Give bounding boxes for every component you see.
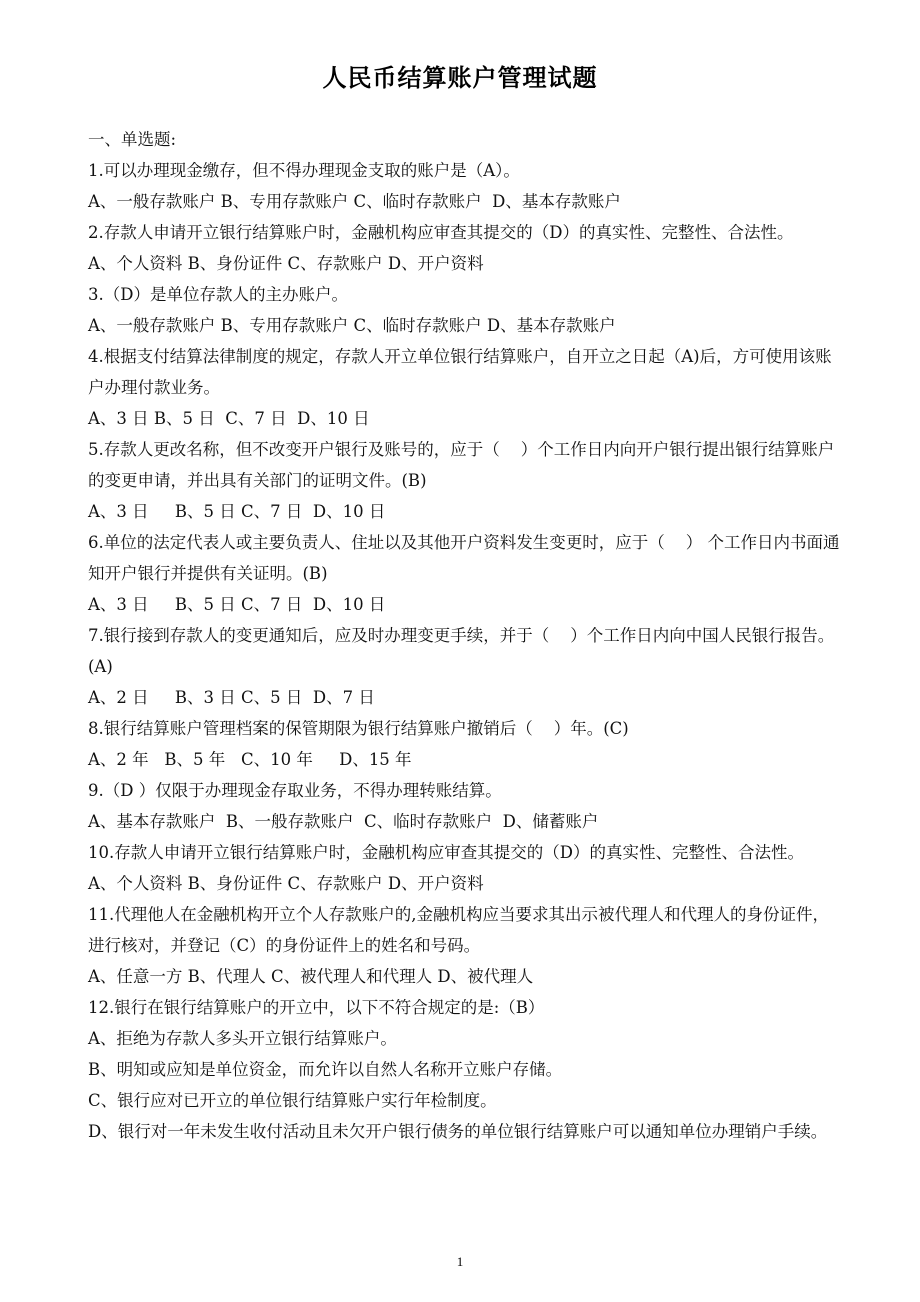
options-2: A、个人资料 B、身份证件 C、存款账户 D、开户资料	[88, 254, 484, 273]
document-title: 人民币结算账户管理试题	[322, 63, 598, 92]
options-9: A、基本存款账户 B、一般存款账户 C、临时存款账户 D、储蓄账户	[88, 812, 599, 831]
options-6: A、3 日 B、5 日 C、7 日 D、10 日	[88, 595, 386, 614]
option-12-c: C、银行应对已开立的单位银行结算账户实行年检制度。	[88, 1091, 497, 1110]
question-8: 8.银行结算账户管理档案的保管期限为银行结算账户撤销后（ ）年。(C)	[88, 719, 629, 738]
question-12: 12.银行在银行结算账户的开立中，以下不符合规定的是:（B）	[88, 998, 545, 1017]
option-12-d: D、银行对一年未发生收付活动且未欠开户银行债务的单位银行结算账户可以通知单位办理销户手续。	[88, 1122, 828, 1141]
options-5: A、3 日 B、5 日 C、7 日 D、10 日	[88, 502, 386, 521]
options-10: A、个人资料 B、身份证件 C、存款账户 D、开户资料	[88, 874, 484, 893]
question-9: 9.（D ）仅限于办理现金存取业务，不得办理转账结算。	[88, 781, 502, 800]
option-12-b: B、明知或应知是单位资金，而允许以自然人名称开立账户存储。	[88, 1060, 563, 1079]
question-7: 7.银行接到存款人的变更通知后，应及时办理变更手续，并于（ ）个工作日内向中国人民银行报告。(A)	[88, 626, 835, 676]
options-3: A、一般存款账户 B、专用存款账户 C、临时存款账户 D、基本存款账户	[88, 316, 616, 335]
question-10: 10.存款人申请开立银行结算账户时，金融机构应审查其提交的（D）的真实性、完整性、合法性。	[88, 843, 804, 862]
options-8: A、2 年 B、5 年 C、10 年 D、15 年	[88, 750, 412, 769]
options-11: A、任意一方 B、代理人 C、被代理人和代理人 D、被代理人	[88, 967, 534, 986]
question-3: 3.（D）是单位存款人的主办账户。	[88, 285, 348, 304]
question-body	[88, 124, 840, 1147]
question-5: 5.存款人更改名称，但不改变开户银行及账号的，应于（ ）个工作日内向开户银行提出银行结算账户的变更申请，并出具有关部门的证明文件。(B)	[88, 440, 835, 490]
question-2: 2.存款人申请开立银行结算账户时，金融机构应审查其提交的（D）的真实性、完整性、合法性。	[88, 223, 794, 242]
options-4: A、3 日 B、5 日 C、7 日 D、10 日	[88, 409, 370, 428]
question-4: 4.根据支付结算法律制度的规定，存款人开立单位银行结算账户，自开立之日起（A)后，方可使用该账户办理付款业务。	[88, 347, 832, 397]
question-1: 1.可以办理现金缴存，但不得办理现金支取的账户是（A）。	[88, 161, 520, 180]
question-6: 6.单位的法定代表人或主要负责人、住址以及其他开户资料发生变更时，应于（ ） 个工作日内书面通知开户银行并提供有关证明。(B)	[88, 533, 840, 583]
options-1: A、一般存款账户 B、专用存款账户 C、临时存款账户 D、基本存款账户	[88, 192, 621, 211]
option-12-a: A、拒绝为存款人多头开立银行结算账户。	[88, 1029, 397, 1048]
page-number: 1	[456, 1254, 464, 1269]
section-heading: 一、单选题:	[88, 130, 177, 149]
options-7: A、2 日 B、3 日 C、5 日 D、7 日	[88, 688, 375, 707]
question-11: 11.代理他人在金融机构开立个人存款账户的,金融机构应当要求其出示被代理人和代理人的身份证件，进行核对，并登记（C）的身份证件上的姓名和号码。	[88, 905, 829, 955]
